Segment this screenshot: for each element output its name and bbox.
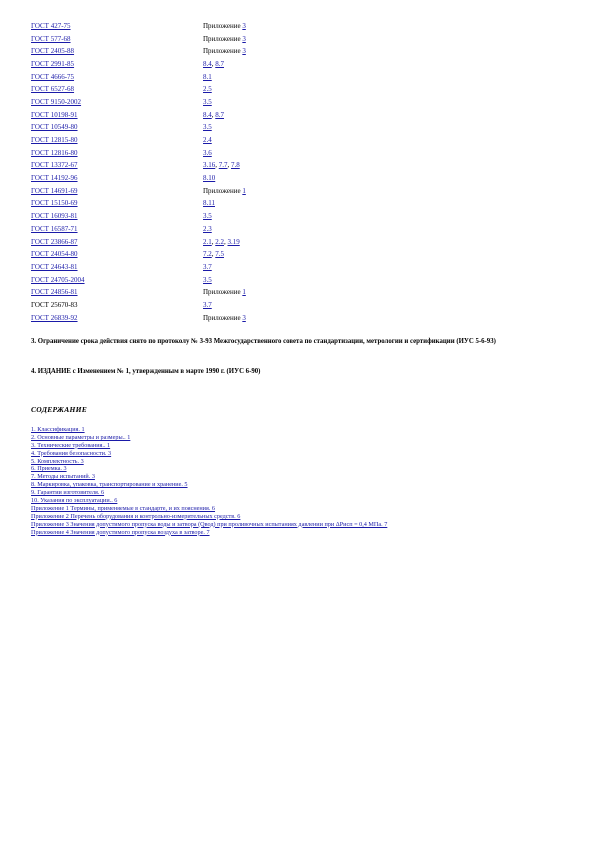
section-text: ,: [224, 237, 228, 246]
table-row: [31, 147, 451, 160]
toc-item-link[interactable]: 3. Технические требования.. 1: [31, 441, 111, 449]
standard-link[interactable]: ГОСТ 12816-80: [31, 148, 78, 157]
section-reference: [203, 250, 224, 259]
standard-link[interactable]: ГОСТ 13372-67: [31, 161, 78, 170]
section-reference: [203, 225, 212, 234]
section-reference: [203, 22, 246, 31]
section-text: Приложение: [203, 47, 243, 56]
section-link[interactable]: 3.7: [203, 300, 212, 309]
table-row: [31, 160, 451, 173]
table-row: [31, 134, 451, 147]
table-row: [31, 274, 451, 287]
section-reference: [203, 187, 246, 196]
section-reference: [203, 35, 246, 44]
section-reference: [203, 199, 215, 208]
section-link[interactable]: 7.8: [231, 161, 240, 170]
toc-item-link[interactable]: 6. Приемка. 3: [31, 465, 67, 473]
table-row: [31, 299, 451, 312]
section-link[interactable]: 7.5: [215, 250, 224, 259]
section-reference: [203, 60, 224, 69]
table-row: [31, 261, 451, 274]
section-link[interactable]: 2.1: [203, 237, 212, 246]
standard-link[interactable]: ГОСТ 26839-92: [31, 313, 78, 322]
section-link[interactable]: 3.5: [203, 212, 212, 221]
section-reference: [203, 276, 212, 285]
table-row: [31, 236, 451, 249]
section-text: Приложение: [203, 21, 243, 30]
section-text: ,: [211, 59, 216, 68]
section-reference: [203, 85, 212, 94]
toc-item-link[interactable]: 2. Основные параметры и размеры.. 1: [31, 433, 131, 441]
section-reference: [203, 174, 215, 183]
table-row: [31, 122, 451, 135]
table-row: [31, 71, 451, 84]
section-link[interactable]: 2.5: [203, 85, 212, 94]
section-text: Приложение: [203, 313, 243, 322]
section-link[interactable]: 8.4: [203, 110, 212, 119]
standard-link[interactable]: ГОСТ 14691-69: [31, 186, 78, 195]
standard-link[interactable]: ГОСТ 4666-75: [31, 72, 75, 81]
standard-link: ГОСТ 25670-83: [31, 300, 78, 309]
section-link[interactable]: 8.7: [215, 59, 224, 68]
section-reference: [203, 212, 212, 221]
standard-link[interactable]: ГОСТ 23866-87: [31, 237, 78, 246]
standard-link[interactable]: ГОСТ 2991-85: [31, 59, 75, 68]
section-reference: [203, 263, 212, 272]
toc-item-link[interactable]: Приложение 1 Термины, применяемые в стандарте, и их пояснения. 6: [31, 504, 216, 512]
section-reference: [203, 73, 212, 82]
section-link[interactable]: 8.4: [203, 59, 212, 68]
table-row: [31, 58, 451, 71]
section-text: ,: [211, 250, 216, 259]
standard-link[interactable]: ГОСТ 10549-80: [31, 123, 78, 132]
table-row: [31, 185, 451, 198]
section-reference: [203, 161, 240, 170]
toc-item-link[interactable]: Приложение 3 Значения допустимого пропуска воды и затвора (Qвод) при проливочных испытаниях давлении при ΔPисп = 0,4 МПа. 7: [31, 520, 388, 528]
section-text: Приложение: [203, 288, 243, 297]
toc-item-link[interactable]: 7. Методы испытаний. 3: [31, 473, 95, 481]
section-link[interactable]: 2.3: [203, 224, 212, 233]
section-link[interactable]: 7.7: [218, 161, 228, 170]
table-row: [31, 33, 451, 46]
section-reference: [203, 149, 212, 158]
toc-item-link[interactable]: 1. Классификация. 1: [31, 426, 85, 433]
toc-item-link[interactable]: Приложение 2 Перечень оборудования и контрольно-измерительных средств. 6: [31, 512, 241, 520]
section-link[interactable]: 3: [242, 34, 246, 43]
standard-link[interactable]: ГОСТ 427-75: [31, 21, 71, 30]
table-row: [31, 96, 451, 109]
table-row: [31, 223, 451, 236]
table-row: [31, 248, 451, 261]
table-row: [31, 286, 451, 299]
note-edition: 4. ИЗДАНИЕ с Изменением № 1, утвержденным в марте 1990 г. (ИУС 6-90): [31, 368, 261, 375]
section-link[interactable]: 3: [242, 47, 246, 56]
section-text: ,: [211, 237, 216, 246]
standard-link[interactable]: ГОСТ 24856-81: [31, 288, 78, 297]
section-reference: [203, 238, 240, 247]
standard-link[interactable]: ГОСТ 24054-80: [31, 250, 78, 259]
table-row: [31, 83, 451, 96]
table-row: [31, 210, 451, 223]
standard-link[interactable]: ГОСТ 12815-80: [31, 136, 78, 145]
section-link[interactable]: 8.7: [215, 110, 224, 119]
table-row: [31, 109, 451, 122]
standard-link[interactable]: ГОСТ 6527-68: [31, 85, 75, 94]
standard-link[interactable]: ГОСТ 577-68: [31, 34, 71, 43]
toc-item-link[interactable]: 8. Маркировка, упаковка, транспортирование и хранение. 5: [31, 481, 188, 489]
section-link[interactable]: 3.7: [203, 262, 212, 271]
table-row: [31, 20, 451, 33]
toc-item-link[interactable]: 9. Гарантии изготовителя. 6: [31, 489, 105, 497]
standard-link[interactable]: ГОСТ 15150-69: [31, 199, 78, 208]
toc-item-link[interactable]: 4. Требования безопасности. 3: [31, 449, 112, 457]
table-row: [31, 312, 451, 325]
section-link[interactable]: 3.6: [203, 148, 212, 157]
section-link[interactable]: 3.16: [203, 161, 216, 170]
section-link[interactable]: 8.1: [203, 72, 212, 81]
section-link[interactable]: 3.5: [203, 97, 212, 106]
section-link[interactable]: 2.2: [215, 237, 224, 246]
section-text: Приложение: [203, 186, 243, 195]
toc-title: СОДЕРЖАНИЕ: [31, 405, 88, 414]
section-reference: [203, 123, 212, 132]
section-reference: [203, 301, 212, 310]
section-link[interactable]: 3.19: [227, 237, 240, 246]
table-row: [31, 45, 451, 58]
table-row: [31, 172, 451, 185]
section-reference: [203, 111, 224, 120]
section-link[interactable]: 1: [242, 186, 246, 195]
section-link[interactable]: 3: [242, 313, 246, 322]
reference-standards-table: [31, 20, 451, 325]
section-link[interactable]: 7.2: [203, 250, 212, 259]
toc-item-link[interactable]: 5. Комплектность. 3: [31, 457, 84, 465]
table-row: [31, 198, 451, 211]
standard-link[interactable]: ГОСТ 9150-2002: [31, 97, 82, 106]
standard-link[interactable]: ГОСТ 2405-88: [31, 47, 75, 56]
section-link[interactable]: 3.5: [203, 123, 212, 132]
section-reference: [203, 136, 212, 145]
standard-link[interactable]: ГОСТ 24643-81: [31, 262, 78, 271]
section-link[interactable]: 1: [242, 288, 246, 297]
section-text: ,: [211, 110, 216, 119]
section-link[interactable]: 8.11: [203, 199, 215, 208]
section-reference: [203, 98, 212, 107]
section-text: ,: [227, 161, 231, 170]
note-validity-removed: 3. Ограничение срока действия снято по протоколу № 3-93 Межгосударственного совета по стандартизации, метрологии и сертификации (ИУС 5-6-93): [31, 338, 496, 345]
toc-item-link[interactable]: Приложение 4 Значения допустимого пропуска воздуха в затворе. 7: [31, 528, 210, 536]
standard-link[interactable]: ГОСТ 24705-2004: [31, 275, 85, 284]
toc-item-link[interactable]: 10. Указания по эксплуатации.. 6: [31, 497, 118, 505]
section-link[interactable]: 3: [242, 21, 246, 30]
section-reference: [203, 314, 246, 323]
section-text: ,: [215, 161, 219, 170]
standard-link[interactable]: ГОСТ 14192-96: [31, 174, 78, 183]
section-link[interactable]: 2.4: [203, 136, 212, 145]
section-text: Приложение: [203, 34, 243, 43]
section-link[interactable]: 3.5: [203, 275, 212, 284]
standard-link[interactable]: ГОСТ 16093-81: [31, 212, 78, 221]
standard-link[interactable]: ГОСТ 16587-71: [31, 224, 78, 233]
table-of-contents: [31, 426, 571, 536]
standard-link[interactable]: ГОСТ 10198-91: [31, 110, 78, 119]
section-reference: [203, 47, 246, 56]
section-link[interactable]: 8.10: [203, 174, 216, 183]
section-reference: [203, 288, 246, 297]
